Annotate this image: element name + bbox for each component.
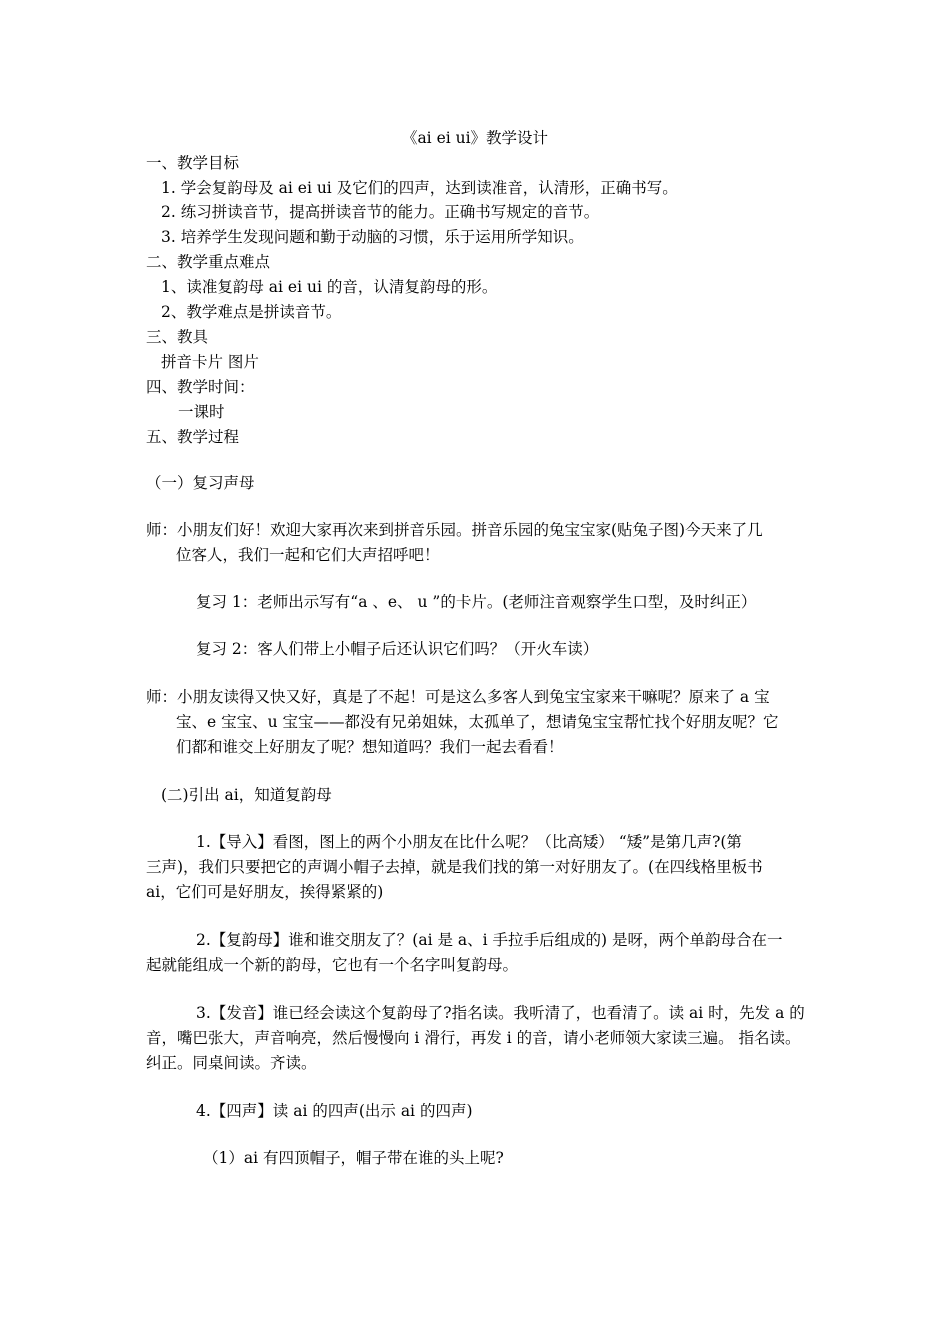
sub-step-line: （1）ai 有四顶帽子，帽子带在谁的头上呢? bbox=[203, 1149, 504, 1167]
step-line: 纠正。同桌间读。齐读。 bbox=[146, 1054, 317, 1072]
section-heading-key-points: 二、教学重点难点 bbox=[146, 253, 271, 271]
step-line: ai，它们可是好朋友，挨得紧紧的) bbox=[146, 883, 384, 901]
key-point-item: 1、读准复韵母 ai ei ui 的音，认清复韵母的形。 bbox=[161, 278, 498, 296]
teaching-aids-text: 拼音卡片 图片 bbox=[161, 353, 259, 371]
key-point-item: 2、教学难点是拼读音节。 bbox=[161, 303, 342, 321]
step-line: 2.【复韵母】谁和谁交朋友了？(ai 是 a、i 手拉手后组成的) 是呀，两个单韵母合在一 bbox=[196, 931, 783, 949]
section-heading-teaching-time: 四、教学时间： bbox=[146, 378, 255, 396]
step-line: 三声)，我们只要把它的声调小帽子去掉，就是我们找的第一对好朋友了。(在四线格里板书 bbox=[146, 858, 763, 876]
paragraph-line: 师：小朋友读得又快又好，真是了不起！可是这么多客人到兔宝宝家来干嘛呢？原来了 a 宝 bbox=[146, 688, 770, 706]
step-line: 4.【四声】读 ai 的四声(出示 ai 的四声) bbox=[196, 1102, 473, 1120]
objective-item: 3. 培养学生发现问题和勤于动脑的习惯，乐于运用所学知识。 bbox=[161, 228, 584, 246]
paragraph-line: 师：小朋友们好！欢迎大家再次来到拼音乐园。拼音乐园的兔宝宝家(贴兔子图)今天来了几 bbox=[146, 521, 763, 539]
step-line: 起就能组成一个新的韵母，它也有一个名字叫复韵母。 bbox=[146, 956, 519, 974]
part-heading-review: （一）复习声母 bbox=[146, 474, 255, 492]
section-heading-objectives: 一、教学目标 bbox=[146, 154, 240, 172]
paragraph-line: 位客人，我们一起和它们大声招呼吧！ bbox=[176, 546, 440, 564]
objective-item: 1. 学会复韵母及 ai ei ui 及它们的四声，达到读准音，认清形，正确书写。 bbox=[161, 179, 678, 197]
paragraph-line: 们都和谁交上好朋友了呢？想知道吗？我们一起去看看！ bbox=[176, 738, 564, 756]
section-heading-teaching-aids: 三、教具 bbox=[146, 328, 209, 346]
review-item: 复习 1：老师出示写有“a 、e、 u ”的卡片。(老师注音观察学生口型，及时纠正） bbox=[196, 593, 757, 611]
review-item: 复习 2：客人们带上小帽子后还认识它们吗？（开火车读） bbox=[196, 640, 599, 658]
objective-item: 2. 练习拼读音节，提高拼读音节的能力。正确书写规定的音节。 bbox=[161, 203, 600, 221]
step-line: 1.【导入】看图，图上的两个小朋友在比什么呢？（比高矮） “矮”是第几声?(第 bbox=[196, 833, 742, 851]
step-line: 3.【发音】谁已经会读这个复韵母了?指名读。我听清了，也看清了。读 ai 时，先发 a 的 bbox=[196, 1004, 805, 1022]
section-heading-process: 五、教学过程 bbox=[146, 428, 240, 446]
part-heading-introduce-ai: (二)引出 ai，知道复韵母 bbox=[161, 786, 332, 804]
teaching-time-text: 一课时 bbox=[178, 403, 225, 421]
document-title: 《ai ei ui》教学设计 bbox=[401, 129, 549, 147]
paragraph-line: 宝、e 宝宝、u 宝宝——都没有兄弟姐妹，太孤单了，想请兔宝宝帮忙找个好朋友呢？它 bbox=[176, 713, 779, 731]
step-line: 音，嘴巴张大，声音响亮，然后慢慢向 i 滑行，再发 i 的音，请小老师领大家读三遍。 指名读。 bbox=[146, 1029, 801, 1047]
